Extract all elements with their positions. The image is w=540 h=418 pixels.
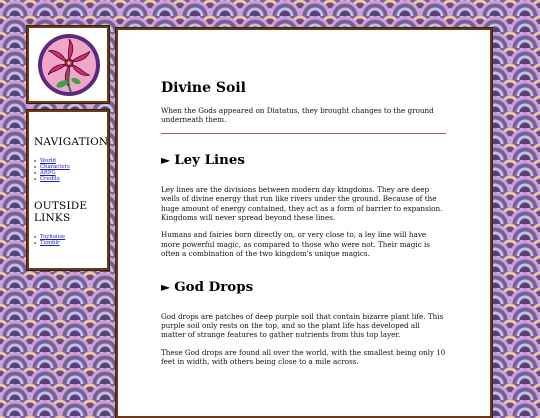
- bullet: x: [34, 240, 37, 246]
- nav-link-world[interactable]: World: [40, 158, 56, 164]
- outside-link-tumblr[interactable]: Tumblr: [40, 240, 60, 247]
- section-heading-god-drops: [161, 279, 446, 295]
- outside-heading-line1: OUTSIDE: [34, 200, 88, 213]
- arrow-right-icon: ►: [161, 279, 171, 294]
- nav-item-credits: [34, 176, 103, 182]
- outside-link-toyhouse[interactable]: Toyhouse: [40, 234, 66, 241]
- paragraph: God drops are patches of deep purple soil that contain bizarre plant life. This purple soil only rests on the top, and so the plant life has developed all matter of strange features to gather nutrients from this top layer.: [161, 311, 444, 340]
- bullet: x: [34, 234, 37, 240]
- outside-item-tumblr: [34, 240, 103, 246]
- navigation-heading: NAVIGATION: [34, 136, 109, 148]
- outside-links-list: [34, 234, 103, 246]
- intro-paragraph: When the Gods appeared on Diatatus, they brought changes to the ground underneath them.: [161, 106, 434, 125]
- section-title: Ley Lines: [174, 151, 245, 168]
- sidebar-panel: [27, 110, 109, 270]
- section-title: God Drops: [174, 278, 254, 295]
- spacer: [161, 267, 446, 279]
- flower-logo-icon: [36, 32, 102, 98]
- bullet: x: [34, 164, 37, 170]
- divider: [161, 133, 446, 134]
- bullet: x: [34, 158, 37, 163]
- navigation-list: [34, 158, 103, 182]
- arrow-right-icon: ►: [161, 152, 171, 167]
- bullet: x: [34, 170, 37, 176]
- paragraph: Humans and fairies born directly on, or very close to, a ley line will have more powerful magic, as compared to those who were not. Their magic is often a combination of the two kingdom's unique magics.: [161, 230, 430, 259]
- main-content-panel[interactable]: [116, 28, 492, 418]
- nav-link-credits[interactable]: Credits: [40, 176, 60, 183]
- outside-links-heading: [34, 200, 103, 224]
- nav-link-characters[interactable]: Characters: [40, 164, 70, 171]
- outside-heading-line2: LINKS: [34, 212, 71, 225]
- section-heading-ley-lines: [161, 152, 446, 168]
- bullet: x: [34, 176, 37, 182]
- nav-link-arpg[interactable]: ARPG: [40, 170, 56, 177]
- paragraph: Ley lines are the divisions between modern day kingdoms. They are deep wells of divine energy that run like rivers under the ground. Because of the huge amount of energy contained, they act as a form of barrier to expansion. Kingdoms will never spread beyond these lines.: [161, 184, 443, 223]
- paragraph: These God drops are found all over the world, with the smallest being only 10 feet in width, with others being close to a mile across.: [161, 347, 446, 367]
- logo-panel: [27, 26, 109, 103]
- page-title: Divine Soil: [161, 80, 246, 96]
